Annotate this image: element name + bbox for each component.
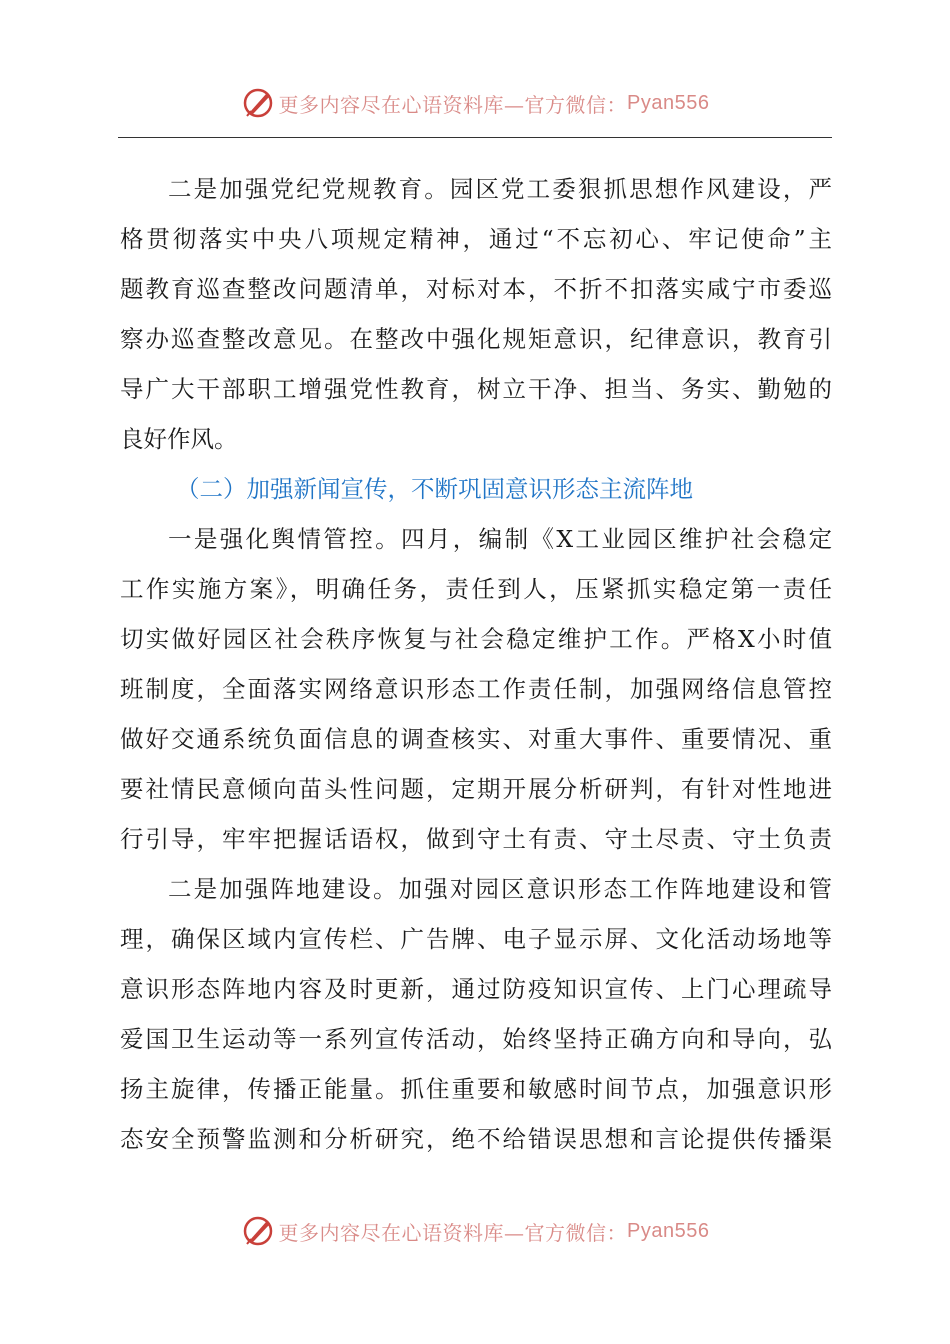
paragraph-line: 意识形态阵地内容及时更新，通过防疫知识宣传、上门心理疏导 <box>120 975 832 1003</box>
paragraph-line: 二是加强阵地建设。加强对园区意识形态工作阵地建设和管 <box>168 875 832 903</box>
paragraph-line: 行引导，牢牢把握话语权，做到守土有责、守土尽责、守土负责 <box>120 825 832 853</box>
banner-text: 更多内容尽在心语资料库—官方微信： <box>278 1220 628 1245</box>
paragraph-line: 理，确保区域内宣传栏、广告牌、电子显示屏、文化活动场地等 <box>120 925 832 953</box>
paragraph-line: 做好交通系统负面信息的调查核实、对重大事件、重要情况、重 <box>120 725 832 753</box>
paragraph-line: 察办巡查整改意见。在整改中强化规矩意识，纪律意识，教育引 <box>120 325 832 353</box>
footer-banner <box>0 1211 950 1251</box>
paragraph-line: 导广大干部职工增强党性教育，树立干净、担当、务实、勤勉的 <box>120 375 832 403</box>
pen-logo-icon <box>241 1214 275 1248</box>
paragraph-line: 班制度，全面落实网络意识形态工作责任制，加强网络信息管控 <box>120 675 832 703</box>
header-divider <box>118 137 832 138</box>
paragraph-line: 切实做好园区社会秩序恢复与社会稳定维护工作。严格X小时值 <box>120 625 832 653</box>
banner-text: 更多内容尽在心语资料库—官方微信： <box>278 92 628 117</box>
paragraph-line: 工作实施方案》，明确任务，责任到人，压紧抓实稳定第一责任 <box>120 575 832 603</box>
paragraph-line: 态安全预警监测和分析研究，绝不给错误思想和言论提供传播渠 <box>120 1125 832 1153</box>
banner-wechat-id: Pyan556 <box>627 1219 710 1242</box>
paragraph-line: 扬主旋律，传播正能量。抓住重要和敏感时间节点，加强意识形 <box>120 1075 832 1103</box>
paragraph-line: 爱国卫生运动等一系列宣传活动，始终坚持正确方向和导向，弘 <box>120 1025 832 1053</box>
paragraph-line: 二是加强党纪党规教育。园区党工委狠抓思想作风建设，严 <box>168 175 832 203</box>
paragraph-line: 题教育巡查整改问题清单，对标对本，不折不扣落实咸宁市委巡 <box>120 275 832 303</box>
pen-logo-icon <box>241 86 275 120</box>
paragraph-line: 一是强化舆情管控。四月，编制《X工业园区维护社会稳定 <box>168 525 832 553</box>
paragraph-line: 要社情民意倾向苗头性问题，定期开展分析研判，有针对性地进 <box>120 775 832 803</box>
header-banner <box>0 83 950 123</box>
paragraph-line: 良好作风。 <box>120 425 238 453</box>
document-body <box>120 164 832 1164</box>
section-heading: （二）加强新闻宣传，不断巩固意识形态主流阵地 <box>176 475 693 503</box>
paragraph-line: 格贯彻落实中央八项规定精神，通过“不忘初心、牢记使命”主 <box>120 225 832 253</box>
banner-wechat-id: Pyan556 <box>627 91 710 114</box>
